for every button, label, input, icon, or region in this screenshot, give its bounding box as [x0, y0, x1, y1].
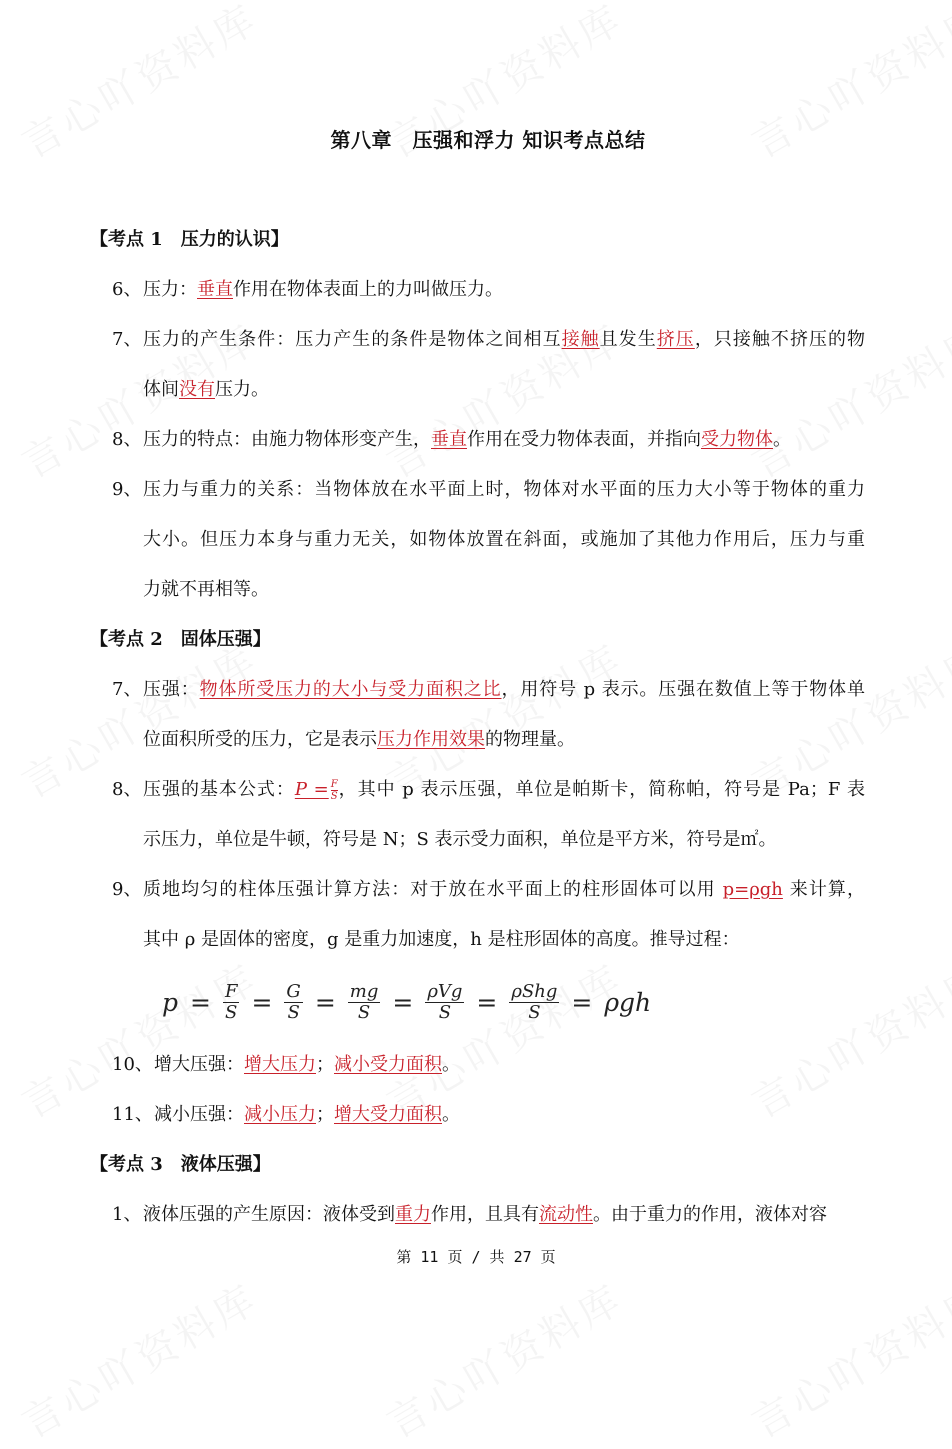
answer-blank: 压力作用效果: [377, 729, 485, 750]
list-item-line: [0, 815, 952, 865]
denominator: S: [287, 1002, 300, 1023]
watermark: [10, 1268, 267, 1449]
section-heading: 【考点 2 固体压强】: [90, 629, 271, 650]
text-segment: ；: [316, 1104, 334, 1125]
inline-fraction: [331, 779, 338, 802]
text-segment: 作用在受力物体表面，并指向: [467, 429, 701, 450]
answer-blank: 物体所受压力的大小与受力面积之比: [199, 679, 502, 700]
list-item-line: [0, 865, 952, 915]
list-item-line: [0, 715, 952, 765]
text-segment: 示压力，单位是牛顿，符号是 N；S 表示受力面积，单位是平方米，符号是㎡。: [143, 829, 777, 850]
list-item-line: [0, 465, 952, 515]
line-text: [143, 665, 865, 715]
text-segment: 压强的基本公式：: [143, 779, 295, 800]
formula-result: ρgh: [604, 988, 652, 1017]
text-segment: ，其中 p 表示压强，单位是帕斯卡，简称帕，符号是 Pa；F 表: [337, 779, 865, 800]
item-number: 9、: [112, 879, 142, 900]
list-item-line: [0, 365, 952, 415]
item-number: 11、: [112, 1104, 153, 1125]
equals-sign: =: [190, 988, 211, 1017]
denominator: S: [225, 1002, 238, 1023]
formula-fraction: [348, 982, 381, 1023]
answer-blank: 减小受力面积: [334, 1054, 442, 1075]
list-item-line: [0, 765, 952, 815]
equals-sign: =: [476, 988, 498, 1017]
line-text: [143, 315, 865, 365]
derivation-formula: [0, 965, 952, 1040]
text-segment: 其中 ρ 是固体的密度，g 是重力加速度，h 是柱形固体的高度。推导过程：: [143, 929, 740, 950]
text-segment: 质地均匀的柱体压强计算方法：对于放在水平面上的柱形固体可以用: [143, 879, 723, 900]
formula-fraction: [425, 982, 464, 1023]
line-text: [143, 929, 740, 950]
answer-blank: 减小压力: [244, 1104, 316, 1125]
line-text: [143, 829, 777, 850]
text-segment: 位面积所受的压力，它是表示: [143, 729, 377, 750]
text-segment: 压力的特点：由施力物体形变产生，: [143, 429, 431, 450]
denominator: S: [357, 1002, 371, 1023]
answer-blank: 增大压力: [244, 1054, 316, 1075]
list-item-line: [0, 665, 952, 715]
text-segment: 压力。: [215, 379, 269, 400]
answer-blank: 流动性: [539, 1204, 593, 1225]
text-segment: 大小。但压力本身与重力无关，如物体放置在斜面，或施加了其他力作用后，压力与重: [143, 529, 865, 550]
formula-fraction: [509, 982, 559, 1023]
text-segment: 作用在物体表面上的力叫做压力。: [233, 279, 503, 300]
list-item-line: [0, 1090, 952, 1140]
numerator: F: [330, 778, 338, 790]
line-text: [143, 279, 503, 300]
answer-blank: 受力物体: [701, 429, 773, 450]
numerator: G: [286, 981, 301, 1002]
numerator: mg: [349, 981, 379, 1002]
text-segment: 。由于重力的作用，液体对容: [593, 1204, 827, 1225]
answer-blank: 重力: [395, 1204, 431, 1225]
line-text: [143, 515, 865, 565]
text-segment: ，用符号 p 表示。压强在数值上等于物体单: [501, 679, 865, 700]
page-title: 第八章 压强和浮力 知识考点总结: [330, 128, 646, 152]
text-segment: 体间: [143, 379, 179, 400]
item-number: 7、: [112, 329, 142, 350]
text-segment: 压力的产生条件：压力产生的条件是物体之间相互: [143, 329, 562, 350]
answer-blank: 接触: [561, 329, 600, 350]
text-segment: 的物理量。: [485, 729, 575, 750]
text-segment: 压强：: [143, 679, 200, 700]
list-item-line: [0, 515, 952, 565]
denominator: S: [528, 1002, 541, 1023]
watermark: [375, 1268, 632, 1449]
equals-sign: =: [251, 988, 273, 1017]
watermark: [740, 1268, 952, 1449]
formula-fraction: [223, 982, 240, 1023]
text-segment: 压力与重力的关系：当物体放在水平面上时，物体对水平面的压力大小等于物体的重力: [143, 479, 865, 500]
line-text: [154, 1104, 460, 1125]
line-text: [143, 729, 575, 750]
numerator: ρVg: [427, 981, 463, 1002]
denominator: S: [438, 1002, 452, 1023]
answer-blank: 没有: [179, 379, 215, 400]
numerator: ρShg: [511, 981, 558, 1002]
item-number: 9、: [112, 479, 142, 500]
item-number: 8、: [112, 779, 142, 800]
list-item-line: [0, 265, 952, 315]
text-segment: 且发生: [599, 329, 657, 350]
list-item-line: [0, 415, 952, 465]
list-item-line: [0, 315, 952, 365]
section-heading: 【考点 3 液体压强】: [90, 1154, 271, 1175]
answer-blank: 垂直: [431, 429, 467, 450]
item-number: 10、: [112, 1054, 153, 1075]
text-segment: 。: [442, 1054, 460, 1075]
text-segment: 。: [442, 1104, 460, 1125]
line-text: [143, 865, 865, 915]
item-number: 7、: [112, 679, 142, 700]
text-segment: 压力：: [143, 279, 197, 300]
formula-fraction: [284, 982, 302, 1023]
text-segment: ，只接触不挤压的物: [694, 329, 865, 350]
list-item-line: [0, 1190, 952, 1240]
equals-sign: =: [392, 988, 414, 1017]
text-segment: 减小压强：: [154, 1104, 244, 1125]
line-text: [143, 765, 865, 815]
text-segment: 来计算，: [782, 879, 865, 900]
formula-lead: p: [162, 988, 179, 1017]
line-text: [143, 465, 865, 515]
answer-blank: p=ρgh: [722, 879, 783, 900]
list-item-line: [0, 915, 952, 965]
text-segment: 力就不再相等。: [143, 579, 269, 600]
answer-blank: 挤压: [656, 329, 695, 350]
line-text: [154, 1054, 460, 1075]
answer-blank: 垂直: [197, 279, 233, 300]
list-item-line: [0, 565, 952, 615]
text-segment: 液体压强的产生原因：液体受到: [143, 1204, 395, 1225]
equals-sign: =: [314, 988, 336, 1017]
text-segment: 。: [773, 429, 791, 450]
text-segment: 作用，且具有: [431, 1204, 539, 1225]
answer-blank: 增大受力面积: [334, 1104, 442, 1125]
page-number: 第 11 页 / 共 27 页: [396, 1248, 556, 1266]
text-segment: 增大压强：: [154, 1054, 244, 1075]
line-text: [143, 429, 791, 450]
numerator: F: [224, 981, 238, 1002]
equals-sign: =: [571, 988, 593, 1017]
item-number: 1、: [112, 1204, 142, 1225]
text-segment: ；: [316, 1054, 334, 1075]
item-number: 6、: [112, 279, 142, 300]
list-item-line: [0, 1040, 952, 1090]
item-number: 8、: [112, 429, 142, 450]
line-text: [143, 1204, 827, 1225]
document-body: [0, 215, 952, 1240]
section-heading: 【考点 1 压力的认识】: [90, 229, 289, 250]
line-text: [143, 579, 269, 600]
line-text: [143, 379, 269, 400]
answer-blank: P =: [294, 779, 329, 800]
denominator: S: [330, 790, 338, 802]
